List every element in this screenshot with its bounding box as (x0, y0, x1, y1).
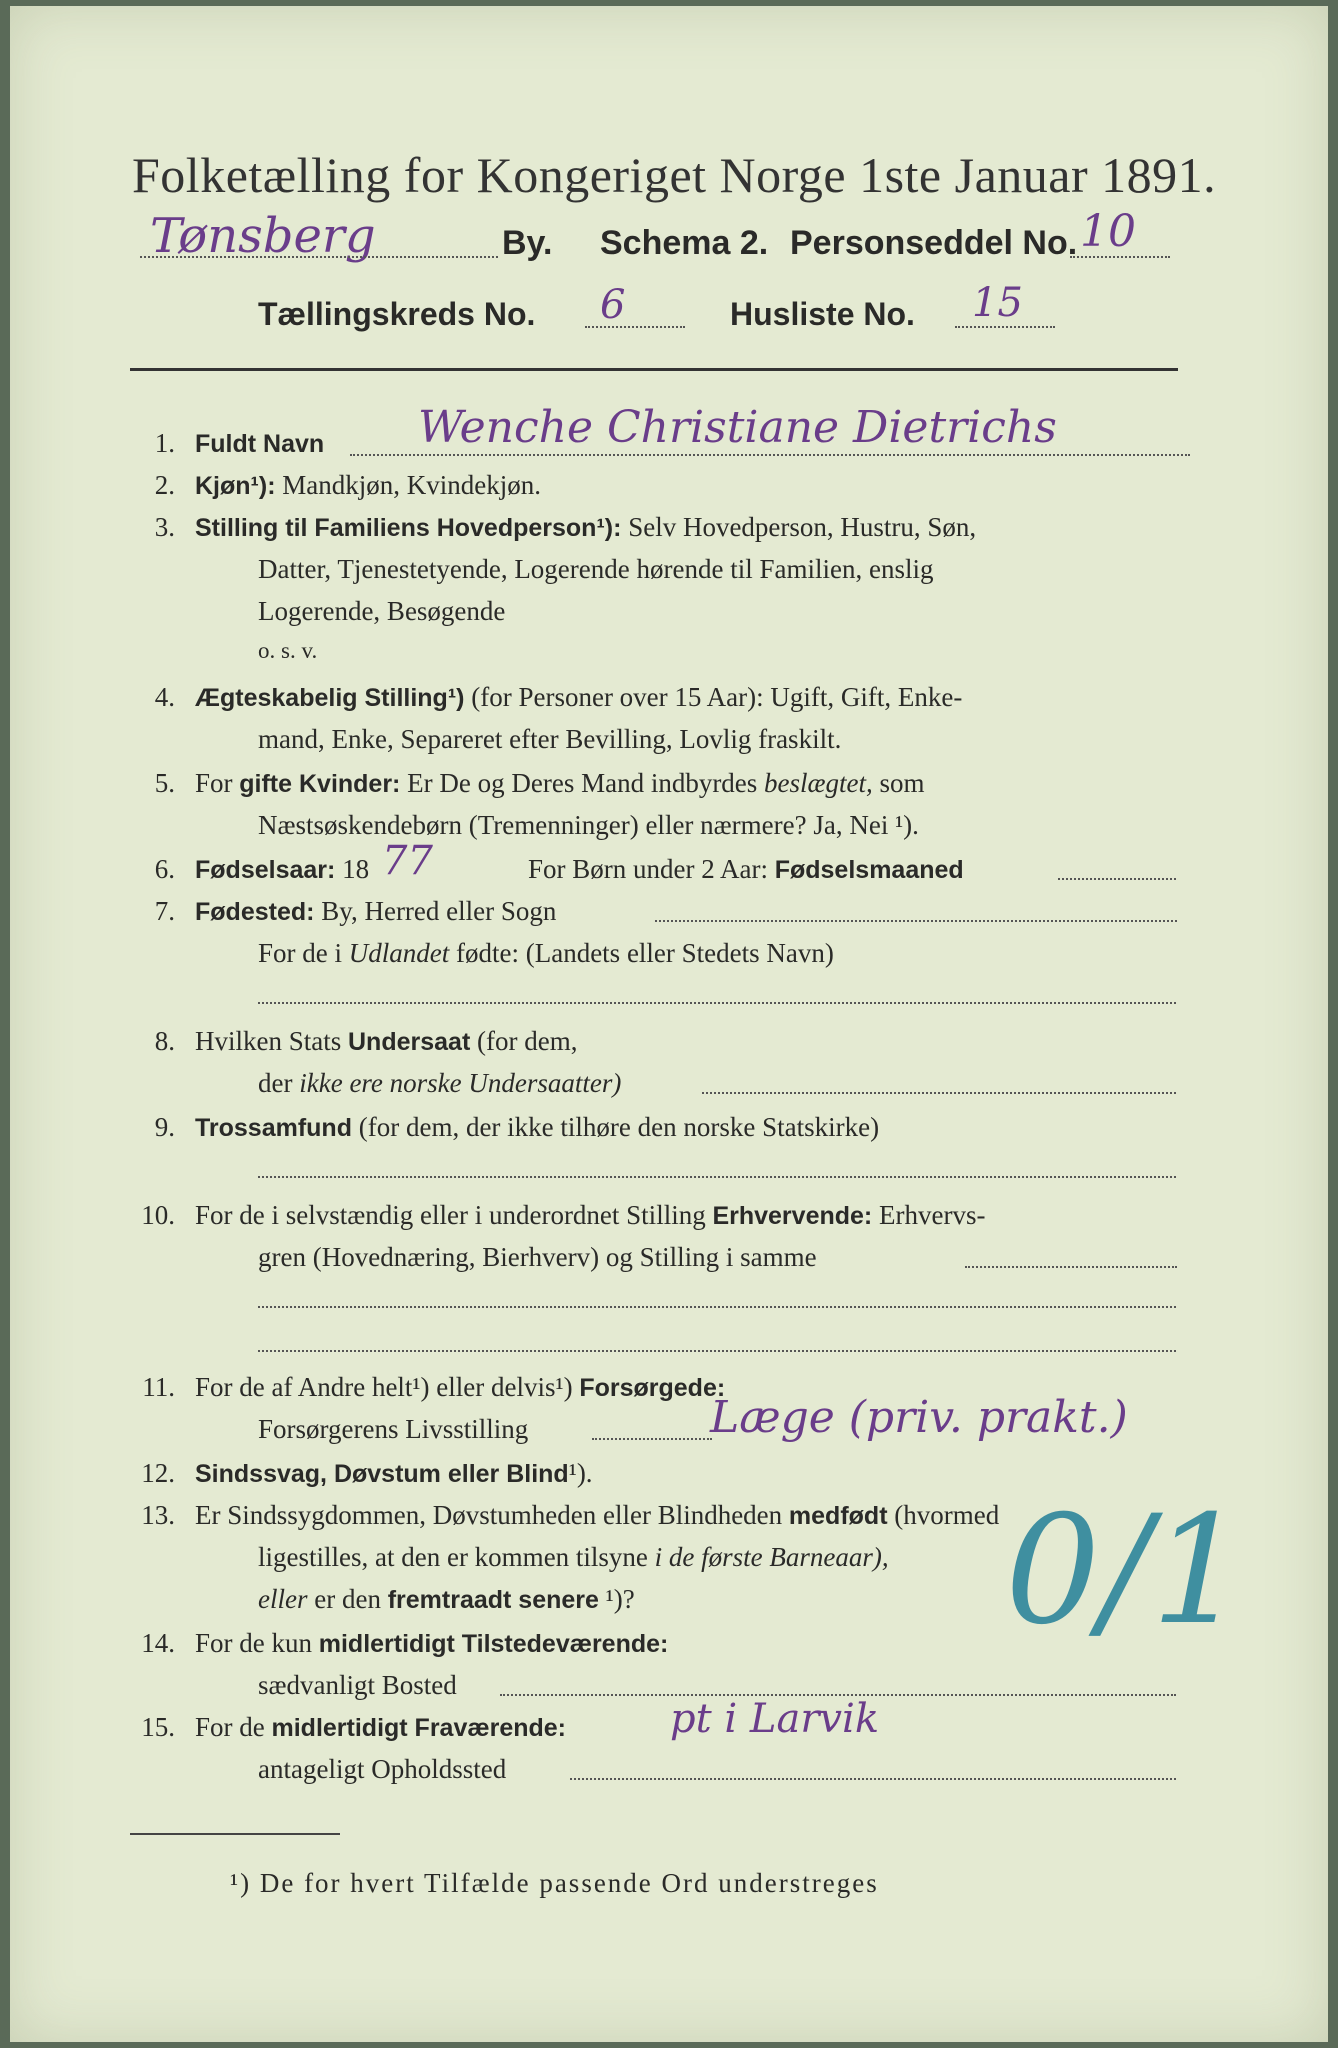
item-number: 11. (142, 1372, 175, 1402)
item-text: der (258, 1068, 293, 1098)
footnote: ¹) De for hvert Tilfælde passende Ord understreges (230, 1868, 879, 1898)
item-text: For de kun (195, 1628, 312, 1658)
item-text: ligestilles, at den er kommen tilsyne (258, 1542, 648, 1572)
item-text: ¹). (568, 1458, 593, 1488)
item-number: 13. (141, 1500, 175, 1530)
birth-year-value: 77 (382, 838, 433, 884)
item-label: medfødt (788, 1502, 888, 1530)
item-text: For de i selvstændig eller i underordnet Stilling (195, 1200, 706, 1230)
item-number: 9. (154, 1112, 175, 1142)
schema-label: Schema 2. (600, 224, 769, 262)
item-text: For de (195, 1712, 265, 1742)
item-text: Selv Hovedperson, Hustru, Søn, (628, 512, 977, 542)
foreign-dotline (258, 1002, 1176, 1004)
item-text: Er De og Deres Mand indbyrdes (407, 768, 758, 798)
undersaat-dotline (702, 1092, 1176, 1094)
item-text: (hvormed (894, 1500, 1000, 1530)
item-text: eller (258, 1584, 308, 1614)
item-text: Datter, Tjenestetyende, Logerende hørende til Familien, enslig (258, 554, 934, 584)
footnote-rule (130, 1833, 340, 1835)
item-text: ikke ere norske Undersaatter) (299, 1068, 622, 1098)
taellingskreds-dotline (585, 326, 685, 328)
item-label: Erhvervende: (712, 1202, 873, 1230)
item-label: Fuldt Navn (195, 430, 325, 458)
personseddel-label: Personseddel No. (790, 224, 1078, 262)
fravaerende-value: pt i Larvik (670, 1696, 880, 1742)
item-text: By, Herred eller Sogn (321, 896, 557, 926)
item-text: (for dem, (477, 1026, 578, 1056)
item-text: 18 (342, 854, 370, 884)
item-text: Logerende, Besøgende (258, 596, 506, 626)
taellingskreds-label: Tællingskreds No. (258, 296, 536, 332)
taellingskreds-number: 6 (600, 282, 626, 328)
item-label: Fødselsaar: (195, 856, 336, 884)
item-text: Udlandet (348, 938, 450, 968)
name-dotline (350, 454, 1190, 456)
forsorger-dotline (592, 1438, 712, 1440)
item-text: Forsørgerens Livsstilling (258, 1414, 529, 1444)
birthplace-dotline (655, 920, 1177, 922)
item-text: som (879, 768, 925, 798)
item-text: ¹)? (605, 1584, 635, 1614)
item-number: 8. (154, 1026, 175, 1056)
item-label: Undersaat (348, 1028, 471, 1056)
item-number: 2. (154, 470, 175, 500)
trossamfund-dotline (258, 1176, 1176, 1178)
item-text: (for dem, der ikke tilhøre den norske Statskirke) (358, 1112, 880, 1142)
pencil-mark: 0/1 (1005, 1484, 1247, 1658)
item-text: For Børn under 2 Aar: (528, 854, 768, 884)
census-form-sheet (10, 6, 1328, 2042)
personseddel-dotline (1070, 256, 1170, 258)
item-number: 10. (141, 1200, 175, 1230)
item-number: 14. (141, 1628, 175, 1658)
item-label: Forsørgede: (579, 1374, 726, 1402)
item-label: Fødested: (195, 898, 315, 926)
item-text: (for Personer over 15 Aar): Ugift, Gift, Enke- (471, 682, 963, 712)
erhverv-dotline (965, 1266, 1177, 1268)
month-dotline (1058, 878, 1176, 880)
item-label: Stilling til Familiens Hovedperson¹): (195, 514, 622, 542)
husliste-label: Husliste No. (730, 296, 915, 332)
item-text: sædvanligt Bosted (258, 1670, 457, 1700)
full-name-value: Wenche Christiane Dietrichs (418, 402, 1057, 453)
item-text: beslægtet, (764, 768, 873, 798)
opholdssted-dotline (570, 1778, 1176, 1780)
item-number: 3. (154, 512, 175, 542)
item-label: Sindssvag, Døvstum eller Blind (195, 1460, 569, 1488)
by-label: By. (502, 224, 553, 262)
erhverv-dotline-2 (258, 1306, 1176, 1308)
header-rule (130, 368, 1178, 371)
city-dotline (140, 256, 498, 258)
item-number: 15. (141, 1712, 175, 1742)
item-number: 7. (154, 896, 175, 926)
item-number: 5. (154, 768, 175, 798)
item-text: For de i (258, 938, 342, 968)
husliste-dotline (955, 326, 1055, 328)
item-number: 12. (141, 1458, 175, 1488)
item-label: Fødselsmaaned (774, 856, 964, 884)
item-number: 6. (154, 854, 175, 884)
item-text: i de første Barneaar), (654, 1542, 889, 1572)
item-label: Kjøn¹): (195, 472, 276, 500)
item-text: Næstsøskendebørn (Tremenninger) eller nærmere? Ja, Nei ¹). (258, 810, 919, 840)
item-label: Ægteskabelig Stilling¹) (195, 684, 465, 712)
item-label: Trossamfund (195, 1114, 352, 1142)
item-label: fremtraadt senere (387, 1586, 599, 1614)
item-text: o. s. v. (258, 638, 318, 663)
item-text: antageligt Opholdssted (258, 1754, 507, 1784)
item-text: Er Sindssygdommen, Døvstumheden eller Blindheden (195, 1500, 783, 1530)
item-number: 4. (154, 682, 175, 712)
item-number: 1. (154, 428, 175, 458)
erhverv-dotline-3 (258, 1350, 1176, 1352)
item-text: mand, Enke, Separeret efter Bevilling, Lovlig fraskilt. (258, 724, 842, 754)
item-text: For de af Andre helt¹) eller delvis¹) (195, 1372, 573, 1402)
item-text: er den (314, 1584, 381, 1614)
item-text: fødte: (Landets eller Stedets Navn) (456, 938, 834, 968)
forsorger-value: Læge (priv. prakt.) (710, 1392, 1128, 1443)
item-label: gifte Kvinder: (239, 770, 401, 798)
husliste-number: 15 (972, 280, 1023, 326)
item-text: Erhvervs- (879, 1200, 986, 1230)
item-text: Mandkjøn, Kvindekjøn. (282, 470, 542, 500)
form-title: Folketælling for Kongeriget Norge 1ste Januar 1891. (132, 147, 1217, 203)
personseddel-number: 10 (1080, 206, 1136, 257)
item-text: gren (Hovednæring, Bierhverv) og Stilling i samme (258, 1242, 817, 1272)
item-text: For (195, 768, 233, 798)
item-label: midlertidigt Fraværende: (271, 1714, 566, 1742)
item-text: Hvilken Stats (195, 1026, 342, 1056)
city-name: Tønsberg (150, 208, 376, 264)
item-label: midlertidigt Tilstedeværende: (318, 1630, 669, 1658)
